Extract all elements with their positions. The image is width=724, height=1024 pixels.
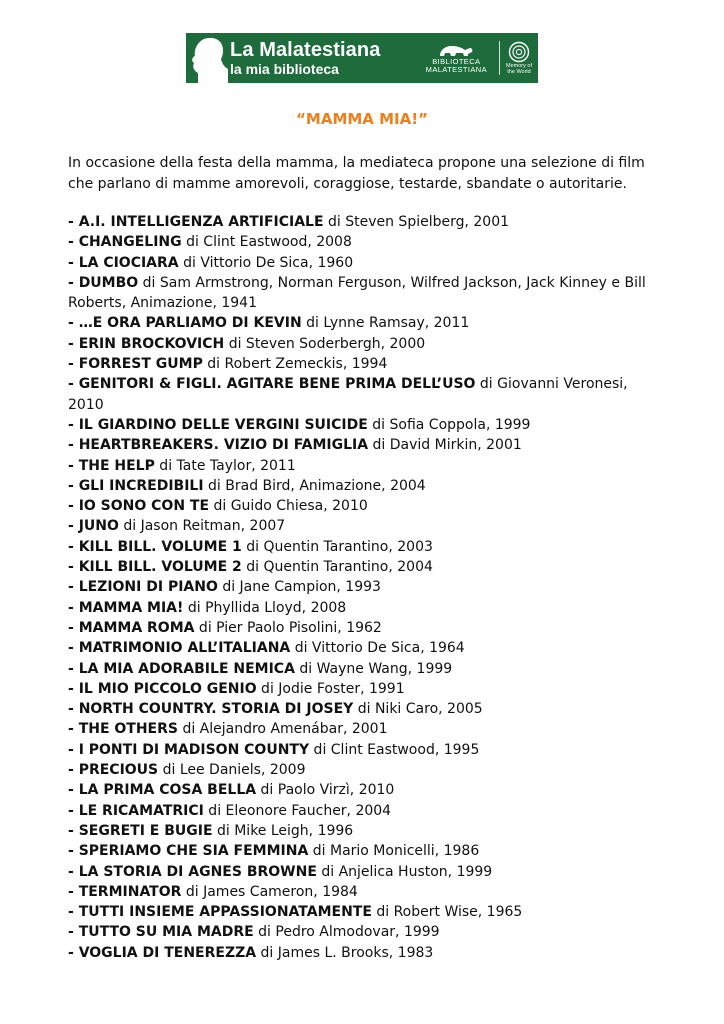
film-title: KILL BILL. VOLUME 2 xyxy=(78,559,242,576)
film-bullet: - xyxy=(68,437,79,454)
film-item xyxy=(68,516,658,536)
film-details: di Pier Paolo Pisolini, 1962 xyxy=(194,619,382,636)
film-bullet: - xyxy=(68,802,79,819)
film-title: LA PRIMA COSA BELLA xyxy=(78,782,257,799)
library-name-line2: MALATESTIANA xyxy=(425,65,488,74)
film-item xyxy=(68,618,658,638)
film-details: di Steven Spielberg, 2001 xyxy=(323,214,510,230)
film-details: di Phyllida Lloyd, 2008 xyxy=(183,599,347,616)
film-bullet: - xyxy=(68,680,79,697)
film-details: di Clint Eastwood, 2008 xyxy=(181,234,352,251)
film-details: di Mario Monicelli, 1986 xyxy=(308,843,480,860)
film-item xyxy=(68,719,658,739)
film-item xyxy=(68,354,658,374)
brand-title: La Malatestiana xyxy=(230,39,381,61)
film-item xyxy=(68,334,658,354)
mow-line2: the World xyxy=(507,69,531,75)
film-bullet: - xyxy=(68,335,79,352)
film-details: di Wayne Wang, 1999 xyxy=(294,660,453,677)
film-bullet: - xyxy=(68,701,79,718)
film-details: di Lee Daniels, 2009 xyxy=(158,762,306,779)
film-details: di Lynne Ramsay, 2011 xyxy=(301,315,470,332)
film-bullet: - xyxy=(68,640,79,657)
film-title: MAMMA ROMA xyxy=(78,619,195,636)
film-item xyxy=(68,943,658,963)
film-details: di Steven Soderbergh, 2000 xyxy=(224,335,426,352)
film-details: di Sam Armstrong, Norman Ferguson, Wilfred Jackson, Jack Kinney e Bill Roberts, Animazione, 1941 xyxy=(68,274,646,312)
film-details: di Paolo Virzì, 2010 xyxy=(256,782,395,799)
film-title: PRECIOUS xyxy=(78,762,159,779)
film-bullet: - xyxy=(68,782,79,799)
intro-paragraph: In occasione della festa della mamma, la mediateca propone una selezione di film che parlano di mamme amorevoli, coraggiose, testarde, sbandate o autoritarie. xyxy=(68,155,645,192)
film-item xyxy=(68,435,658,455)
film-item xyxy=(68,638,658,658)
film-details: di Giovanni Veronesi, 2010 xyxy=(68,376,628,413)
film-item xyxy=(68,922,658,942)
film-item xyxy=(68,313,658,333)
film-bullet: - xyxy=(68,579,79,596)
film-bullet: - xyxy=(68,843,79,860)
film-bullet: - xyxy=(68,214,79,230)
film-item xyxy=(68,679,658,699)
film-item xyxy=(68,232,658,252)
spiral-icon xyxy=(508,41,530,63)
film-details: di James L. Brooks, 1983 xyxy=(256,944,434,961)
film-bullet: - xyxy=(68,559,79,576)
film-bullet: - xyxy=(68,254,79,271)
film-title: VOGLIA DI TENEREZZA xyxy=(78,944,257,961)
film-bullet: - xyxy=(68,315,79,332)
film-item xyxy=(68,821,658,841)
film-item xyxy=(68,577,658,597)
film-title: TUTTI INSIEME APPASSIONATAMENTE xyxy=(78,904,372,921)
film-details: di Pedro Almodovar, 1999 xyxy=(253,924,440,941)
film-item xyxy=(68,557,658,577)
film-title: GENITORI & FIGLI. AGITARE BENE PRIMA DELL’USO xyxy=(78,376,476,393)
film-details: di Jane Campion, 1993 xyxy=(217,579,381,596)
film-title: TUTTO SU MIA MADRE xyxy=(78,924,254,941)
film-title: MAMMA MIA! xyxy=(78,599,184,616)
film-title: IO SONO CON TE xyxy=(78,498,210,515)
film-bullet: - xyxy=(68,741,79,758)
film-details: di Mike Leigh, 1996 xyxy=(212,822,354,839)
brand-subtitle: la mia biblioteca xyxy=(230,61,339,77)
film-details: di Brad Bird, Animazione, 2004 xyxy=(203,477,426,494)
film-item xyxy=(68,780,658,800)
film-bullet: - xyxy=(68,538,79,555)
film-details: di David Mirkin, 2001 xyxy=(368,437,522,454)
logo-divider xyxy=(499,41,500,75)
film-item xyxy=(68,598,658,618)
film-bullet: - xyxy=(68,863,79,880)
film-details: di Clint Eastwood, 1995 xyxy=(309,741,480,758)
film-title: THE HELP xyxy=(78,457,155,474)
film-title: SEGRETI E BUGIE xyxy=(78,822,213,839)
film-title: LA MIA ADORABILE NEMICA xyxy=(78,660,295,677)
film-bullet: - xyxy=(68,477,79,494)
film-bullet: - xyxy=(68,883,79,900)
film-details: di Alejandro Amenábar, 2001 xyxy=(178,721,388,738)
film-bullet: - xyxy=(68,599,79,616)
film-item xyxy=(68,801,658,821)
film-item xyxy=(68,415,658,435)
film-item xyxy=(68,882,658,902)
film-bullet: - xyxy=(68,660,79,677)
film-title: SPERIAMO CHE SIA FEMMINA xyxy=(78,843,309,860)
film-details: di Robert Wise, 1965 xyxy=(371,904,523,921)
film-item xyxy=(68,841,658,861)
film-title: CHANGELING xyxy=(78,234,182,251)
film-bullet: - xyxy=(68,904,79,921)
film-title: ERIN BROCKOVICH xyxy=(78,335,225,352)
film-item xyxy=(68,273,658,314)
film-item xyxy=(68,456,658,476)
film-details: di James Cameron, 1984 xyxy=(181,883,358,900)
film-details: di Vittorio De Sica, 1964 xyxy=(290,640,465,657)
film-details: di Quentin Tarantino, 2004 xyxy=(241,559,433,576)
film-bullet: - xyxy=(68,944,79,961)
document-title: “MAMMA MIA!” xyxy=(296,110,428,128)
film-details: di Anjelica Huston, 1999 xyxy=(316,863,493,880)
film-details: di Jodie Foster, 1991 xyxy=(256,680,405,697)
film-title: MATRIMONIO ALL’ITALIANA xyxy=(78,640,291,657)
film-bullet: - xyxy=(68,274,79,291)
film-item xyxy=(68,496,658,516)
film-title: THE OTHERS xyxy=(78,721,178,738)
film-title: JUNO xyxy=(78,518,119,535)
film-details: di Quentin Tarantino, 2003 xyxy=(241,538,433,555)
mow-line1: Memory of xyxy=(506,63,532,69)
film-title: KILL BILL. VOLUME 1 xyxy=(78,538,242,555)
film-bullet: - xyxy=(68,234,79,251)
film-bullet: - xyxy=(68,518,79,535)
header-banner xyxy=(186,33,538,83)
film-item xyxy=(68,699,658,719)
film-title: IL MIO PICCOLO GENIO xyxy=(78,680,257,697)
film-bullet: - xyxy=(68,619,79,636)
film-bullet: - xyxy=(68,376,79,393)
film-title: HEARTBREAKERS. VIZIO DI FAMIGLIA xyxy=(78,437,369,454)
film-bullet: - xyxy=(68,498,79,515)
film-bullet: - xyxy=(68,762,79,779)
film-item xyxy=(68,253,658,273)
memory-of-the-world-logo xyxy=(506,41,532,75)
film-item xyxy=(68,659,658,679)
film-details: di Niki Caro, 2005 xyxy=(353,701,483,718)
film-title: NORTH COUNTRY. STORIA DI JOSEY xyxy=(78,701,354,718)
film-item xyxy=(68,862,658,882)
film-bullet: - xyxy=(68,822,79,839)
elephant-icon xyxy=(436,42,476,58)
film-details: di Eleonore Faucher, 2004 xyxy=(203,802,392,819)
film-details: di Guido Chiesa, 2010 xyxy=(209,498,368,515)
film-bullet: - xyxy=(68,721,79,738)
film-bullet: - xyxy=(68,457,79,474)
film-title: GLI INCREDIBILI xyxy=(78,477,204,494)
film-item xyxy=(68,537,658,557)
film-title: DUMBO xyxy=(78,274,139,291)
film-bullet: - xyxy=(68,924,79,941)
film-title: A.I. INTELLIGENZA ARTIFICIALE xyxy=(78,214,324,230)
film-title: TERMINATOR xyxy=(78,883,182,900)
library-name-line1: BIBLIOTECA xyxy=(432,57,481,66)
film-title: IL GIARDINO DELLE VERGINI SUICIDE xyxy=(78,416,368,433)
film-title: FORREST GUMP xyxy=(78,356,203,373)
film-details: di Sofia Coppola, 1999 xyxy=(367,416,531,433)
film-title: LA STORIA DI AGNES BROWNE xyxy=(78,863,317,880)
profile-silhouette-logo xyxy=(186,33,228,83)
film-details: di Robert Zemeckis, 1994 xyxy=(202,356,388,373)
film-bullet: - xyxy=(68,356,79,373)
film-title: LE RICAMATRICI xyxy=(78,802,204,819)
film-title: LEZIONI DI PIANO xyxy=(78,579,218,596)
library-logo xyxy=(426,42,487,74)
film-details: di Vittorio De Sica, 1960 xyxy=(178,254,354,271)
film-item xyxy=(68,374,658,415)
film-item xyxy=(68,902,658,922)
film-item xyxy=(68,740,658,760)
film-item xyxy=(68,212,658,232)
film-details: di Tate Taylor, 2011 xyxy=(154,457,296,474)
film-list xyxy=(68,212,658,963)
film-item xyxy=(68,760,658,780)
film-title: …E ORA PARLIAMO DI KEVIN xyxy=(78,315,302,332)
film-details: di Jason Reitman, 2007 xyxy=(118,518,286,535)
film-item xyxy=(68,476,658,496)
film-title: LA CIOCIARA xyxy=(78,254,179,271)
film-bullet: - xyxy=(68,416,79,433)
film-title: I PONTI DI MADISON COUNTY xyxy=(78,741,310,758)
